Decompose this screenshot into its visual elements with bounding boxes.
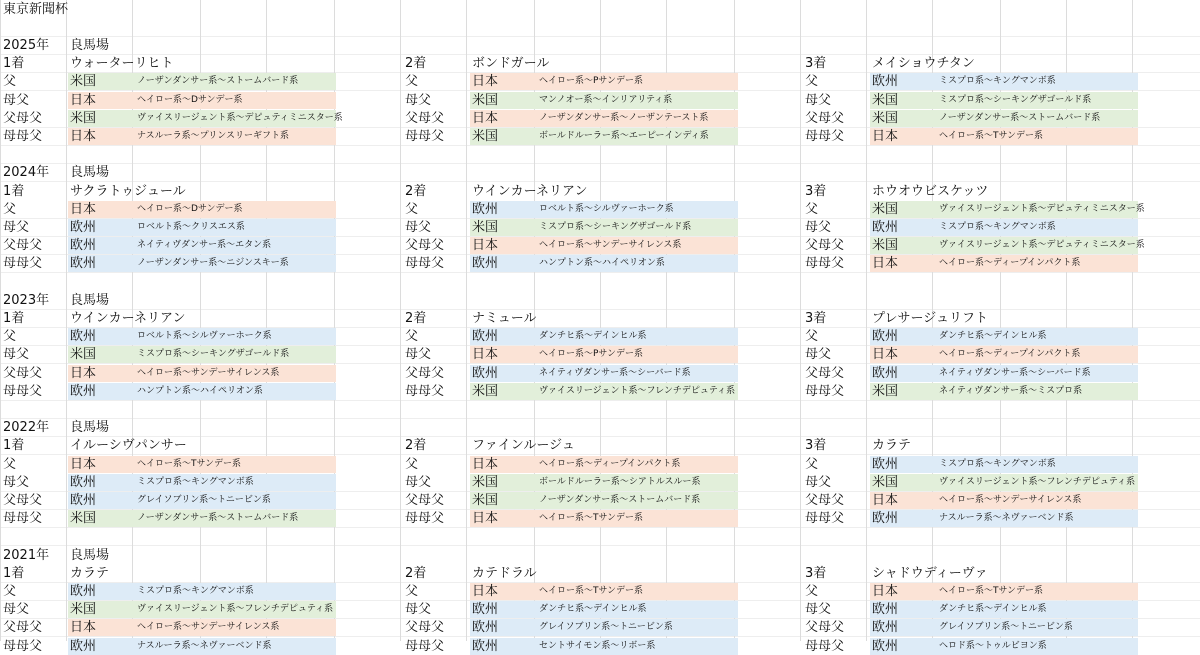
horse-name[interactable]: カテドラル — [472, 565, 537, 581]
bloodline-region[interactable]: 欧州 — [70, 638, 97, 654]
bloodline-name[interactable]: ハンプトン系～ハイペリオン系 — [137, 385, 263, 396]
pedigree-role[interactable]: 母母父 — [405, 638, 445, 654]
pedigree-role[interactable]: 父 — [405, 329, 419, 345]
bloodline-region[interactable]: 欧州 — [70, 583, 97, 599]
bloodline-region[interactable]: 米国 — [472, 219, 499, 235]
horse-name[interactable]: カラテ — [872, 438, 912, 454]
pedigree-role[interactable]: 父母父 — [3, 492, 43, 508]
pedigree-role[interactable]: 父 — [3, 74, 17, 90]
bloodline-region[interactable]: 欧州 — [872, 219, 899, 235]
bloodline-region[interactable]: 日本 — [872, 128, 899, 144]
pedigree-role[interactable]: 父母父 — [405, 110, 445, 126]
pedigree-role[interactable]: 母父 — [805, 347, 832, 363]
pedigree-role[interactable]: 母母父 — [805, 383, 845, 399]
pedigree-role[interactable]: 父母父 — [405, 620, 445, 636]
bloodline-name[interactable]: グレイソブリン系～トニービン系 — [137, 494, 271, 505]
bloodline-name[interactable]: ノーザンダンサー系～ノーザンテースト系 — [539, 112, 709, 123]
bloodline-name[interactable]: ミスプロ系～キングマンボ系 — [939, 458, 1056, 469]
bloodline-region[interactable]: 日本 — [70, 92, 97, 108]
bloodline-region[interactable]: 欧州 — [872, 365, 899, 381]
bloodline-region[interactable]: 日本 — [70, 620, 97, 636]
bloodline-region[interactable]: 米国 — [70, 347, 97, 363]
pedigree-role[interactable]: 父 — [3, 329, 17, 345]
pedigree-role[interactable]: 母父 — [805, 602, 832, 618]
pedigree-role[interactable]: 父母父 — [405, 492, 445, 508]
pedigree-role[interactable]: 父 — [405, 74, 419, 90]
bloodline-region[interactable]: 欧州 — [472, 620, 499, 636]
horse-name[interactable]: シャドウディーヴァ — [872, 565, 988, 581]
bloodline-name[interactable]: ロベルト系～シルヴァーホーク系 — [539, 203, 674, 214]
bloodline-region[interactable]: 欧州 — [872, 638, 899, 654]
bloodline-name[interactable]: ダンチヒ系～デインヒル系 — [539, 604, 647, 615]
grid-column-line — [400, 0, 401, 641]
bloodline-name[interactable]: ヘイロー系～Tサンデー系 — [539, 513, 644, 524]
pedigree-role[interactable]: 母父 — [805, 219, 832, 235]
bloodline-region[interactable]: 米国 — [70, 74, 97, 90]
bloodline-region[interactable]: 日本 — [472, 110, 499, 126]
track-condition[interactable]: 良馬場 — [70, 420, 110, 436]
pedigree-role[interactable]: 父母父 — [805, 365, 845, 381]
pedigree-role[interactable]: 母母父 — [3, 256, 43, 272]
pedigree-role[interactable]: 母父 — [405, 602, 432, 618]
bloodline-region[interactable]: 欧州 — [472, 329, 499, 345]
pedigree-role[interactable]: 母父 — [3, 602, 30, 618]
bloodline-region[interactable]: 日本 — [472, 583, 499, 599]
bloodline-name[interactable]: ヴァイスリージェント系～フレンチデピュティ系 — [539, 385, 736, 396]
bloodline-name[interactable]: ノーザンダンサー系～ストームバード系 — [539, 494, 701, 505]
horse-name[interactable]: ナミュール — [472, 310, 537, 326]
finish-place[interactable]: 3着 — [805, 438, 827, 454]
bloodline-region[interactable]: 欧州 — [70, 383, 97, 399]
horse-name[interactable]: ウインカーネリアン — [472, 183, 588, 199]
pedigree-role[interactable]: 父 — [3, 201, 17, 217]
bloodline-name[interactable]: ミスプロ系～キングマンボ系 — [137, 476, 254, 487]
bloodline-name[interactable]: ヘイロー系～Tサンデー系 — [137, 458, 242, 469]
bloodline-region[interactable]: 日本 — [70, 365, 97, 381]
bloodline-name[interactable]: ネイティヴダンサー系～エタン系 — [137, 240, 272, 251]
pedigree-role[interactable]: 母父 — [3, 219, 30, 235]
bloodline-name[interactable]: ノーザンダンサー系～ストームバード系 — [137, 76, 299, 87]
pedigree-role[interactable]: 父 — [405, 201, 419, 217]
bloodline-region[interactable]: 米国 — [472, 474, 499, 490]
bloodline-name[interactable]: ヘイロー系～サンデーサイレンス系 — [137, 367, 280, 378]
bloodline-name[interactable]: ヴァイスリージェント系～デピュティミニスター系 — [939, 203, 1145, 214]
bloodline-region[interactable]: 欧州 — [70, 238, 97, 254]
bloodline-region[interactable]: 欧州 — [872, 511, 899, 527]
bloodline-region[interactable]: 日本 — [70, 201, 97, 217]
bloodline-name[interactable]: ダンチヒ系～デインヒル系 — [939, 604, 1047, 615]
pedigree-role[interactable]: 父母父 — [3, 110, 43, 126]
bloodline-name[interactable]: ミスプロ系～キングマンボ系 — [939, 221, 1056, 232]
bloodline-region[interactable]: 日本 — [872, 347, 899, 363]
bloodline-region[interactable]: 日本 — [872, 256, 899, 272]
bloodline-name[interactable]: ミスプロ系～キングマンボ系 — [939, 76, 1056, 87]
grid-column-line — [0, 0, 1, 641]
bloodline-name[interactable]: ヴァイスリージェント系～デピュティミニスター系 — [939, 240, 1145, 251]
finish-place[interactable]: 2着 — [405, 310, 427, 326]
bloodline-name[interactable]: ヘイロー系～Pサンデー系 — [539, 349, 643, 360]
finish-place[interactable]: 2着 — [405, 565, 427, 581]
pedigree-role[interactable]: 母父 — [3, 474, 30, 490]
bloodline-region[interactable]: 欧州 — [472, 638, 499, 654]
horse-name[interactable]: サクラトゥジュール — [70, 183, 186, 199]
year-label[interactable]: 2023年 — [3, 292, 50, 308]
bloodline-region[interactable]: 欧州 — [70, 329, 97, 345]
bloodline-name[interactable]: グレイソブリン系～トニービン系 — [939, 622, 1073, 633]
pedigree-role[interactable]: 母父 — [3, 92, 30, 108]
finish-place[interactable]: 3着 — [805, 183, 827, 199]
pedigree-role[interactable]: 母母父 — [405, 383, 445, 399]
finish-place[interactable]: 1着 — [3, 565, 25, 581]
bloodline-name[interactable]: ヴァイスリージェント系～フレンチデピュティ系 — [137, 604, 334, 615]
bloodline-region[interactable]: 欧州 — [472, 256, 499, 272]
pedigree-role[interactable]: 父 — [3, 583, 17, 599]
pedigree-role[interactable]: 父母父 — [3, 365, 43, 381]
bloodline-region[interactable]: 欧州 — [472, 201, 499, 217]
bloodline-name[interactable]: ボールドルーラー系～シアトルスルー系 — [539, 476, 701, 487]
pedigree-role[interactable]: 父 — [805, 74, 819, 90]
bloodline-region[interactable]: 欧州 — [70, 256, 97, 272]
pedigree-role[interactable]: 母母父 — [405, 256, 445, 272]
pedigree-role[interactable]: 母父 — [405, 92, 432, 108]
bloodline-region[interactable]: 欧州 — [872, 74, 899, 90]
bloodline-name[interactable]: ボールドルーラー系～エーピーインディ系 — [539, 130, 709, 141]
bloodline-name[interactable]: ノーザンダンサー系～ニジンスキー系 — [137, 258, 289, 269]
track-condition[interactable]: 良馬場 — [70, 37, 110, 53]
bloodline-region[interactable]: 米国 — [472, 383, 499, 399]
bloodline-region[interactable]: 米国 — [472, 92, 499, 108]
bloodline-region[interactable]: 米国 — [872, 474, 899, 490]
finish-place[interactable]: 2着 — [405, 56, 427, 72]
bloodline-name[interactable]: ヘイロー系～Tサンデー系 — [939, 130, 1044, 141]
bloodline-name[interactable]: ヘイロー系～Pサンデー系 — [539, 76, 643, 87]
year-label[interactable]: 2021年 — [3, 547, 50, 563]
finish-place[interactable]: 1着 — [3, 183, 25, 199]
pedigree-role[interactable]: 母母父 — [3, 383, 43, 399]
bloodline-name[interactable]: ミスプロ系～キングマンボ系 — [137, 585, 254, 596]
bloodline-region[interactable]: 米国 — [872, 92, 899, 108]
bloodline-name[interactable]: ネイティヴダンサー系～シーバード系 — [539, 367, 691, 378]
pedigree-role[interactable]: 父母父 — [3, 238, 43, 254]
pedigree-role[interactable]: 母母父 — [805, 128, 845, 144]
pedigree-role[interactable]: 父 — [805, 456, 819, 472]
pedigree-role[interactable]: 父母父 — [805, 238, 845, 254]
bloodline-region[interactable]: 米国 — [472, 128, 499, 144]
bloodline-region[interactable]: 欧州 — [872, 602, 899, 618]
bloodline-name[interactable]: ナスルーラ系～ネヴァーベンド系 — [137, 640, 272, 651]
bloodline-name[interactable]: ロベルト系～クリスエス系 — [137, 221, 245, 232]
pedigree-role[interactable]: 母母父 — [3, 511, 43, 527]
year-label[interactable]: 2022年 — [3, 420, 50, 436]
grid-column-line — [66, 0, 67, 641]
bloodline-name[interactable]: ロベルト系～シルヴァーホーク系 — [137, 331, 272, 342]
bloodline-name[interactable]: ハンプトン系～ハイペリオン系 — [539, 258, 665, 269]
bloodline-name[interactable]: ヘイロー系～Tサンデー系 — [939, 585, 1044, 596]
finish-place[interactable]: 1着 — [3, 56, 25, 72]
bloodline-region[interactable]: 日本 — [472, 456, 499, 472]
pedigree-role[interactable]: 母父 — [3, 347, 30, 363]
track-condition[interactable]: 良馬場 — [70, 165, 110, 181]
track-condition[interactable]: 良馬場 — [70, 547, 110, 563]
bloodline-name[interactable]: ダンチヒ系～デインヒル系 — [539, 331, 647, 342]
bloodline-name[interactable]: ノーザンダンサー系～ストームバード系 — [137, 513, 299, 524]
pedigree-role[interactable]: 母父 — [405, 347, 432, 363]
bloodline-region[interactable]: 日本 — [70, 128, 97, 144]
bloodline-region[interactable]: 米国 — [872, 110, 899, 126]
finish-place[interactable]: 2着 — [405, 438, 427, 454]
pedigree-role[interactable]: 父母父 — [405, 238, 445, 254]
finish-place[interactable]: 1着 — [3, 438, 25, 454]
bloodline-name[interactable]: ヘイロー系～サンデーサイレンス系 — [539, 240, 682, 251]
bloodline-name[interactable]: ヴァイスリージェント系～フレンチデピュティ系 — [939, 476, 1136, 487]
bloodline-name[interactable]: ヘイロー系～Tサンデー系 — [539, 585, 644, 596]
bloodline-region[interactable]: 欧州 — [872, 620, 899, 636]
grid-column-line — [866, 0, 867, 641]
bloodline-name[interactable]: ヘイロー系～ディープインパクト系 — [539, 458, 681, 469]
bloodline-region[interactable]: 欧州 — [472, 365, 499, 381]
bloodline-region[interactable]: 欧州 — [70, 474, 97, 490]
bloodline-name[interactable]: ネイティヴダンサー系～シーバード系 — [939, 367, 1091, 378]
horse-name[interactable]: ウインカーネリアン — [70, 310, 186, 326]
finish-place[interactable]: 3着 — [805, 310, 827, 326]
bloodline-region[interactable]: 欧州 — [70, 219, 97, 235]
bloodline-name[interactable]: ヘイロー系～サンデーサイレンス系 — [137, 622, 280, 633]
bloodline-region[interactable]: 日本 — [872, 583, 899, 599]
pedigree-role[interactable]: 母母父 — [3, 128, 43, 144]
bloodline-region[interactable]: 米国 — [70, 110, 97, 126]
grid-column-line — [800, 0, 801, 641]
pedigree-role[interactable]: 父母父 — [3, 620, 43, 636]
pedigree-role[interactable]: 母父 — [805, 474, 832, 490]
bloodline-region[interactable]: 欧州 — [872, 456, 899, 472]
horse-name[interactable]: ホウオウビスケッツ — [872, 183, 989, 199]
bloodline-name[interactable]: ミスプロ系～シーキングザゴールド系 — [539, 221, 692, 232]
bloodline-name[interactable]: ミスプロ系～シーキングザゴールド系 — [137, 349, 290, 360]
pedigree-role[interactable]: 父 — [3, 456, 17, 472]
bloodline-region[interactable]: 米国 — [872, 383, 899, 399]
finish-place[interactable]: 3着 — [805, 565, 827, 581]
horse-name[interactable]: メイショウチタン — [872, 56, 975, 72]
pedigree-role[interactable]: 父母父 — [405, 365, 445, 381]
bloodline-region[interactable]: 欧州 — [472, 602, 499, 618]
sheet-title[interactable]: 東京新聞杯 — [3, 2, 69, 17]
bloodline-region[interactable]: 日本 — [472, 74, 499, 90]
bloodline-name[interactable]: グレイソブリン系～トニービン系 — [539, 622, 673, 633]
horse-name[interactable]: ファインルージュ — [472, 438, 575, 454]
pedigree-role[interactable]: 父母父 — [805, 492, 845, 508]
bloodline-name[interactable]: ヘイロー系～Dサンデー系 — [137, 94, 243, 105]
pedigree-role[interactable]: 母母父 — [3, 638, 43, 654]
pedigree-role[interactable]: 母母父 — [805, 256, 845, 272]
track-condition[interactable]: 良馬場 — [70, 292, 110, 308]
pedigree-role[interactable]: 父 — [805, 201, 819, 217]
finish-place[interactable]: 3着 — [805, 56, 827, 72]
finish-place[interactable]: 2着 — [405, 183, 427, 199]
pedigree-role[interactable]: 母母父 — [405, 511, 445, 527]
horse-name[interactable]: カラテ — [70, 565, 110, 581]
bloodline-name[interactable]: ネイティヴダンサー系～ミスプロ系 — [939, 385, 1083, 396]
bloodline-region[interactable]: 米国 — [872, 238, 899, 254]
bloodline-name[interactable]: ヘイロー系～ディープインパクト系 — [939, 349, 1081, 360]
bloodline-name[interactable]: ナスルーラ系～プリンスリーギフト系 — [137, 130, 290, 141]
pedigree-role[interactable]: 母父 — [405, 474, 432, 490]
horse-name[interactable]: ウォーターリヒト — [70, 56, 174, 72]
bloodline-name[interactable]: ヘイロー系～サンデーサイレンス系 — [939, 494, 1082, 505]
pedigree-role[interactable]: 母母父 — [805, 511, 845, 527]
bloodline-region[interactable]: 米国 — [70, 511, 97, 527]
horse-name[interactable]: イルーシヴパンサー — [70, 438, 187, 454]
bloodline-region[interactable]: 日本 — [472, 511, 499, 527]
pedigree-role[interactable]: 父 — [805, 329, 819, 345]
bloodline-name[interactable]: ヘロド系～トゥルビヨン系 — [939, 640, 1047, 651]
bloodline-region[interactable]: 日本 — [472, 238, 499, 254]
bloodline-region[interactable]: 欧州 — [872, 329, 899, 345]
pedigree-role[interactable]: 母父 — [805, 92, 832, 108]
bloodline-region[interactable]: 日本 — [872, 492, 899, 508]
pedigree-role[interactable]: 父 — [805, 583, 819, 599]
pedigree-role[interactable]: 父 — [405, 583, 419, 599]
bloodline-name[interactable]: ヴァイスリージェント系～デピュティミニスター系 — [137, 112, 343, 123]
bloodline-region[interactable]: 米国 — [872, 201, 899, 217]
horse-name[interactable]: ボンドガール — [472, 56, 550, 72]
year-label[interactable]: 2025年 — [3, 37, 50, 53]
bloodline-region[interactable]: 米国 — [70, 602, 97, 618]
pedigree-role[interactable]: 父 — [405, 456, 419, 472]
pedigree-role[interactable]: 母母父 — [805, 638, 845, 654]
finish-place[interactable]: 1着 — [3, 310, 25, 326]
pedigree-role[interactable]: 父母父 — [805, 620, 845, 636]
bloodline-name[interactable]: ノーザンダンサー系～ストームバード系 — [939, 112, 1101, 123]
bloodline-name[interactable]: ナスルーラ系～ネヴァーベンド系 — [939, 513, 1074, 524]
bloodline-name[interactable]: ヘイロー系～ディープインパクト系 — [939, 258, 1081, 269]
bloodline-name[interactable]: マンノオー系～インリアリティ系 — [539, 94, 673, 105]
year-label[interactable]: 2024年 — [3, 165, 50, 181]
bloodline-name[interactable]: ヘイロー系～Dサンデー系 — [137, 203, 243, 214]
bloodline-region[interactable]: 日本 — [70, 456, 97, 472]
grid-column-line — [466, 0, 467, 641]
bloodline-region[interactable]: 米国 — [472, 492, 499, 508]
pedigree-role[interactable]: 父母父 — [805, 110, 845, 126]
bloodline-name[interactable]: セントサイモン系～リボー系 — [539, 640, 656, 651]
pedigree-role[interactable]: 母父 — [405, 219, 432, 235]
bloodline-name[interactable]: ミスプロ系～シーキングザゴールド系 — [939, 94, 1092, 105]
bloodline-region[interactable]: 欧州 — [70, 492, 97, 508]
bloodline-region[interactable]: 日本 — [472, 347, 499, 363]
pedigree-role[interactable]: 母母父 — [405, 128, 445, 144]
horse-name[interactable]: プレサージュリフト — [872, 310, 988, 326]
bloodline-name[interactable]: ダンチヒ系～デインヒル系 — [939, 331, 1047, 342]
